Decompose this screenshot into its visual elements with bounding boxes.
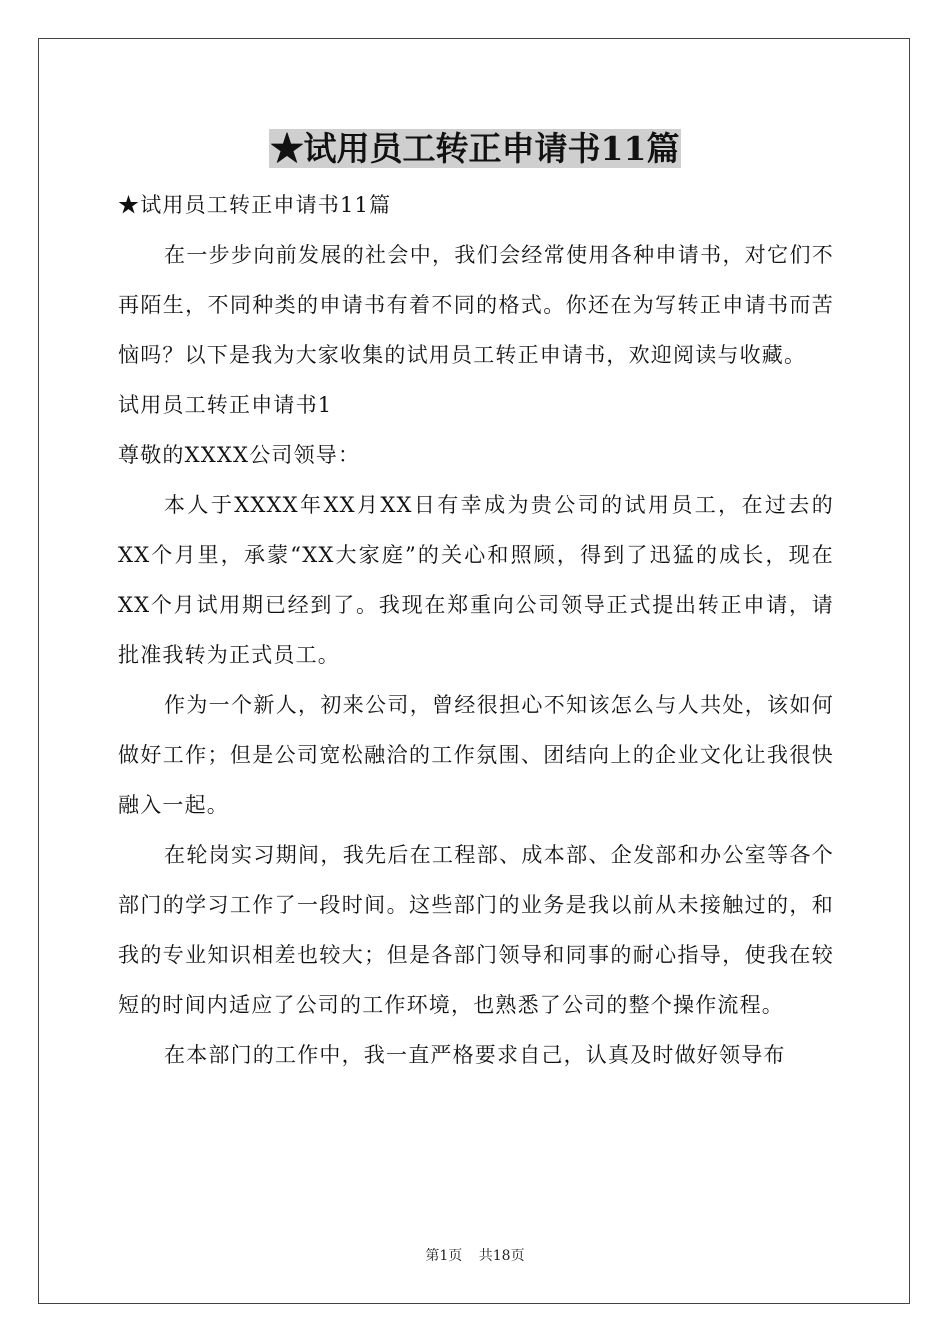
- section-heading: 试用员工转正申请书1: [118, 393, 333, 417]
- body-paragraph-3: 在轮岗实习期间，我先后在工程部、成本部、企发部和办公室等各个部门的学习工作了一段时间。这些部门的业务是我以前从未接触过的，和我的专业知识相差也较大；但是各部门领导和同事的耐心指导，使我在较短的时间内适应了公司的工作环境，也熟悉了公司的整个操作流程。: [118, 843, 834, 1017]
- body-paragraph-4: 在本部门的工作中，我一直严格要求自己，认真及时做好领导布: [164, 1043, 786, 1067]
- page-footer: [0, 1246, 950, 1266]
- document-body: [118, 180, 834, 1080]
- document-title-text: ★试用员工转正申请书11篇: [270, 129, 680, 168]
- body-paragraph-2: 作为一个新人，初来公司，曾经很担心不知该怎么与人共处，该如何做好工作；但是公司宽松融洽的工作氛围、团结向上的企业文化让我很快融入一起。: [118, 693, 834, 817]
- salutation: 尊敬的XXXX公司领导：: [118, 443, 361, 467]
- page-total: 共18页: [478, 1248, 525, 1264]
- document-subtitle: ★试用员工转正申请书11篇: [118, 193, 392, 217]
- page-number: 第1页: [425, 1248, 463, 1264]
- body-paragraph-1: 本人于XXXX年XX月XX日有幸成为贵公司的试用员工，在过去的XX个月里，承蒙“XX大家庭”的关心和照顾，得到了迅猛的成长，现在XX个月试用期已经到了。我现在郑重向公司领导正式提出转正申请，请批准我转为正式员工。: [118, 493, 834, 667]
- intro-paragraph: 在一步步向前发展的社会中，我们会经常使用各种申请书，对它们不再陌生，不同种类的申请书有着不同的格式。你还在为写转正申请书而苦恼吗？以下是我为大家收集的试用员工转正申请书，欢迎阅读与收藏。: [118, 243, 834, 367]
- document-title: [0, 124, 950, 174]
